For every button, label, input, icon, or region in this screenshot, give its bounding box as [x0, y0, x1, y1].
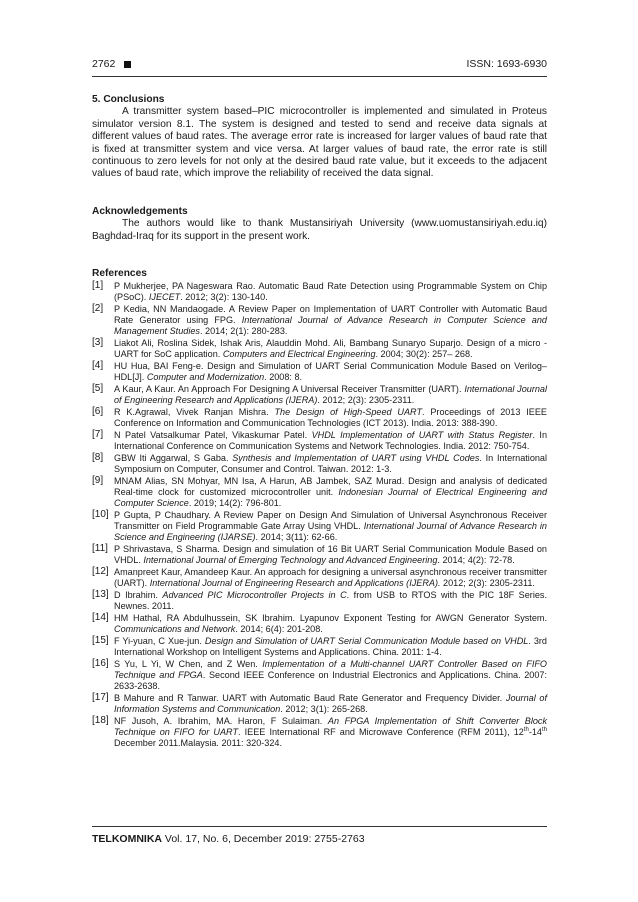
reference-part-b: . 2012; 2(3): 2305-2311.	[317, 395, 415, 406]
reference-part-a: N Patel Vatsalkumar Patel, Vikaskumar Patel.	[114, 430, 312, 441]
reference-text	[114, 407, 547, 429]
reference-item	[92, 544, 547, 566]
reference-part-c: -14	[528, 727, 542, 737]
reference-item	[92, 716, 547, 749]
reference-part-b: . Proceedings of 2013 IEEE Conference on Information and Communication Technologies (ICT 2013). India. 2013: 388-390.	[114, 407, 547, 429]
reference-part-a: F Yi-yuan, C Xue-jun.	[114, 636, 205, 647]
reference-text	[114, 281, 547, 303]
issn: ISSN: 1693-6930	[466, 58, 547, 70]
reference-item	[92, 476, 547, 509]
reference-item	[92, 304, 547, 337]
reference-number: [13]	[92, 589, 109, 601]
reference-item	[92, 338, 547, 360]
reference-part-b: . 2019; 14(2): 796-801.	[188, 498, 282, 509]
reference-part-i: Advanced PIC Microcontroller Projects in C	[162, 590, 347, 601]
reference-part-i: An FPGA Implementation of Shift Converter Block Technique on FIFO for UART	[114, 716, 547, 737]
reference-text	[114, 304, 547, 337]
reference-text	[114, 636, 547, 658]
reference-item	[92, 281, 547, 303]
reference-part-s1: th	[523, 726, 529, 733]
reference-part-b: . In International Conference on Communication Systems and Network Technologies. India. 2012: 750-754.	[114, 430, 548, 452]
reference-part-i: Computers and Electrical Engineering	[222, 349, 376, 360]
reference-part-b: 2012; 2(3): 2305-2311.	[440, 578, 535, 589]
header-rule	[92, 76, 547, 77]
reference-number: [6]	[92, 406, 104, 418]
reference-number: [14]	[92, 612, 109, 624]
reference-part-a: NF Jusoh, A. Ibrahim, MA. Haron, F Sulaiman.	[114, 716, 328, 727]
reference-number: [12]	[92, 566, 109, 578]
reference-item	[92, 693, 547, 715]
reference-number: [1]	[92, 280, 104, 292]
reference-part-a: B Mahure and R Tanwar. UART with Automatic Baud Rate Generator and Frequency Divider.	[114, 693, 506, 704]
reference-part-b: . In International Symposium on Computer, Consumer and Control. Taiwan. 2012: 1-3.	[114, 453, 548, 475]
reference-text	[114, 510, 547, 543]
reference-part-i: International Journal of Advance Research in Computer Science and Management Studies	[114, 315, 547, 337]
reference-part-b: . 2012; 3(1): 265-268.	[280, 704, 368, 714]
reference-part-b: . IEEE International RF and Microwave Conference (RFM 2011), 12	[238, 727, 524, 737]
reference-part-i: Synthesis and Implementation of UART using VHDL Codes	[232, 453, 480, 464]
reference-number: [5]	[92, 383, 104, 395]
reference-item	[92, 453, 547, 475]
reference-text	[114, 361, 547, 383]
reference-item	[92, 510, 547, 543]
reference-part-i: Computer and Modernization	[146, 372, 265, 383]
reference-part-a: A Kaur, A Kaur. An Approach For Designing A Universal Receiver Transmitter (UART).	[114, 384, 465, 395]
reference-number: [2]	[92, 303, 104, 315]
reference-part-i: Implementation of a Multi-channel UART Controller Based on FIFO Technique and FPGA	[114, 659, 547, 681]
reference-part-i: IJECET	[148, 292, 181, 303]
reference-part-b: . 2004; 30(2): 257– 268.	[375, 349, 473, 360]
reference-part-a: P Mukherjee, PA Nageswara Rao. Automatic Baud Rate Detection using Programmable System on Chip (PSoC).	[114, 281, 547, 303]
reference-part-i: VHDL Implementation of UART with Status Register	[311, 430, 533, 441]
reference-item	[92, 590, 547, 612]
reference-part-b: . 2014; 6(4): 201-208.	[235, 624, 323, 635]
reference-part-i: Communications and Network	[114, 624, 236, 635]
reference-part-i: International Journal of Engineering Research and Applications (IJERA).	[149, 578, 441, 589]
reference-item	[92, 361, 547, 383]
reference-text	[114, 693, 547, 715]
reference-part-b: . Second IEEE Conference on Industrial Electronics and Applications. China. 2007: 2633-2638.	[114, 670, 547, 691]
reference-number: [3]	[92, 337, 104, 349]
page-number: 2762	[92, 58, 116, 70]
reference-part-i: Indonesian Journal of Electrical Engineering and Computer Science	[114, 487, 548, 509]
reference-part-a: HM Hathal, RA Abdulhussein, SK Ibrahim. Lyapunov Exponent Testing for AWGN Generator System.	[114, 613, 547, 624]
reference-number: [17]	[92, 692, 109, 704]
reference-text	[114, 338, 547, 360]
reference-number: [18]	[92, 715, 109, 727]
reference-number: [8]	[92, 452, 104, 464]
reference-number: [11]	[92, 543, 108, 555]
reference-part-i: International Journal of Engineering Research and Applications (IJERA)	[114, 384, 548, 406]
reference-part-b: . 2014; 3(11): 62-66.	[255, 532, 338, 543]
reference-part-a: Amanpreet Kaur, Amandeep Kaur. An approach for designing a universal asynchronous receiver transmitter (UART).	[114, 567, 547, 589]
reference-part-i: Design and Simulation of UART Serial Communication Module based on VHDL	[204, 636, 529, 647]
reference-item	[92, 430, 547, 452]
conclusions-text: A transmitter system based–PIC microcontroller is implemented and simulated in Proteus simulator version 8.1. The system is designed and tested to send and receive data signals at different values of baud rates. The average error rate is increased for larger values of baud rate that is fixed at transmitter system and vice versa. At larger values of baud rate, the error rate is still continuous to zero levels for not only at the desired baud rate value, but it exceeds to the adjacent values of baud rate, which improve the reliability of received the data signal.	[92, 106, 547, 180]
reference-number: [4]	[92, 360, 104, 372]
reference-part-b: . 2008: 8.	[264, 372, 303, 383]
page-footer	[92, 833, 365, 845]
acknowledgements-heading: Acknowledgements	[92, 205, 188, 217]
reference-part-i: Journal of Information Systems and Communication	[114, 693, 547, 714]
reference-item	[92, 613, 547, 635]
reference-part-a: P Kedia, NN Mandaogade. A Review Paper on Implementation of UART Controller with Automatic Baud Rate Generator using FPG.	[114, 304, 547, 326]
reference-part-a: P Shrivastava, S Sharma. Design and simulation of 16 Bit UART Serial Communication Module Based on VHDL.	[114, 544, 547, 566]
reference-text	[114, 716, 547, 749]
reference-part-s2: th	[541, 726, 547, 733]
reference-part-b: . 2014; 2(1): 280-283.	[199, 326, 288, 337]
reference-part-a: HU Hua, BAI Feng-e. Design and Simulation of UART Serial Communication Module Based on Verilog–HDL[J].	[114, 361, 547, 383]
reference-number: [9]	[92, 475, 104, 487]
acknowledgements-text: The authors would like to thank Mustansiriyah University (www.uomustansiriyah.edu.iq) Baghdad-Iraq for its support in the present work.	[92, 218, 547, 242]
reference-text	[114, 384, 547, 406]
reference-text	[114, 430, 547, 452]
reference-part-a: P Gupta, P Chaudhary. A Review Paper on Design And Simulation of Universal Asynchronous Receiver Transmitter on Field Programmable Gate Array Using VHDL.	[114, 510, 547, 532]
reference-number: [7]	[92, 429, 104, 441]
reference-part-i: The Design of High-Speed UART	[274, 407, 422, 418]
reference-text	[114, 453, 547, 475]
reference-number: [10]	[92, 509, 109, 521]
conclusions-heading: 5. Conclusions	[92, 94, 165, 105]
reference-part-a: S Yu, L Yi, W Chen, and Z Wen.	[114, 659, 263, 670]
footer-rule	[92, 826, 547, 827]
reference-item	[92, 567, 547, 589]
reference-part-a: GBW Iti Aggarwal, S Gaba.	[114, 453, 233, 464]
reference-item	[92, 659, 547, 692]
page-body	[92, 94, 547, 750]
reference-part-i: International Journal of Advance Research in Science and Engineering (IJARSE)	[114, 521, 547, 543]
reference-part-a: Liakot Ali, Roslina Sidek, Ishak Aris, Alauddin Mohd. Ali, Bambang Sunaryo Suparjo. Design of a micro - UART for SoC application.	[114, 338, 547, 360]
reference-part-b: . from USB to RTOS with the PIC 18F Series. Newnes. 2011.	[114, 590, 547, 612]
reference-text	[114, 567, 547, 589]
reference-text	[114, 590, 547, 612]
reference-part-b: . 3rd International Workshop on Intelligent Systems and Applications. China. 2011: 1-4.	[114, 636, 547, 658]
reference-text	[114, 659, 547, 692]
reference-part-b: . 2012; 3(2): 130-140.	[180, 292, 268, 303]
reference-part-a: MNAM Alias, SN Mohyar, MN Isa, A Harun, AB Jambek, SAZ Murad. Design and analysis of dedicated Real-time clock for customized microcontroller unit.	[114, 476, 547, 498]
reference-part-a: R K.Agrawal, Vivek Ranjan Mishra.	[114, 407, 275, 418]
reference-part-a: D Ibrahim.	[114, 590, 163, 601]
reference-item	[92, 407, 547, 429]
reference-text	[114, 613, 547, 635]
square-bullet-icon	[124, 61, 131, 68]
reference-number: [15]	[92, 635, 109, 647]
reference-text	[114, 544, 547, 566]
reference-part-b: . 2014; 4(2): 72-78.	[437, 555, 515, 566]
issue-details: Vol. 17, No. 6, December 2019: 2755-2763	[164, 833, 365, 845]
reference-text	[114, 476, 547, 509]
reference-number: [16]	[92, 658, 109, 670]
reference-item	[92, 636, 547, 658]
journal-name: TELKOMNIKA	[92, 833, 162, 845]
reference-item	[92, 384, 547, 406]
reference-part-d: December 2011.Malaysia. 2011: 320-324.	[114, 737, 282, 748]
reference-part-i: International Journal of Emerging Technology and Advanced Engineering	[143, 555, 438, 566]
references-heading: References	[92, 268, 147, 280]
reference-list	[92, 281, 547, 748]
